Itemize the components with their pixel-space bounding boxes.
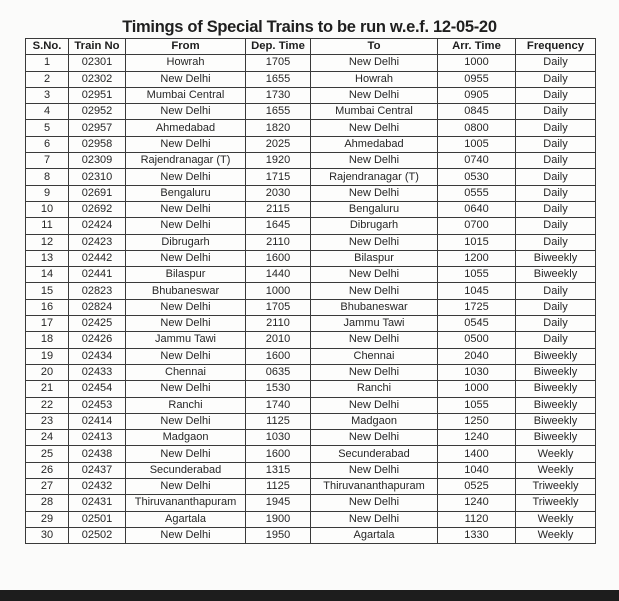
- table-cell: 02426: [69, 332, 126, 348]
- table-cell: 02952: [69, 104, 126, 120]
- table-row: [26, 120, 596, 136]
- table-cell: 02302: [69, 71, 126, 87]
- table-row: [26, 479, 596, 495]
- table-cell: New Delhi: [126, 446, 246, 462]
- table-cell: Howrah: [311, 71, 438, 87]
- table-cell: 22: [26, 397, 69, 413]
- table-cell: Daily: [516, 218, 596, 234]
- table-cell: Madgaon: [311, 413, 438, 429]
- table-cell: 1655: [246, 71, 311, 87]
- table-row: [26, 218, 596, 234]
- table-cell: Ranchi: [126, 397, 246, 413]
- table-row: [26, 430, 596, 446]
- table-cell: 02951: [69, 87, 126, 103]
- table-cell: 1920: [246, 153, 311, 169]
- table-cell: 10: [26, 201, 69, 217]
- table-cell: Daily: [516, 234, 596, 250]
- header-cell-from: From: [126, 39, 246, 55]
- table-cell: 02958: [69, 136, 126, 152]
- table-cell: 1000: [438, 55, 516, 71]
- table-cell: 02432: [69, 479, 126, 495]
- table-cell: Ranchi: [311, 381, 438, 397]
- table-cell: 4: [26, 104, 69, 120]
- table-cell: 1055: [438, 267, 516, 283]
- table-cell: 0740: [438, 153, 516, 169]
- table-cell: New Delhi: [126, 201, 246, 217]
- table-cell: 1655: [246, 104, 311, 120]
- table-cell: 1250: [438, 413, 516, 429]
- table-cell: New Delhi: [311, 234, 438, 250]
- table-cell: 0905: [438, 87, 516, 103]
- table-row: [26, 397, 596, 413]
- table-cell: 1200: [438, 250, 516, 266]
- table-cell: 20: [26, 364, 69, 380]
- table-cell: 02431: [69, 495, 126, 511]
- table-cell: Mumbai Central: [311, 104, 438, 120]
- table-cell: 11: [26, 218, 69, 234]
- table-cell: New Delhi: [311, 120, 438, 136]
- table-cell: Daily: [516, 299, 596, 315]
- table-cell: Biweekly: [516, 250, 596, 266]
- table-cell: Daily: [516, 169, 596, 185]
- table-cell: 5: [26, 120, 69, 136]
- table-cell: Thiruvananthapuram: [126, 495, 246, 511]
- table-cell: 1950: [246, 527, 311, 543]
- table-cell: Bhubaneswar: [311, 299, 438, 315]
- table-cell: Bengaluru: [126, 185, 246, 201]
- table-cell: New Delhi: [126, 348, 246, 364]
- table-cell: 02423: [69, 234, 126, 250]
- table-cell: 1600: [246, 446, 311, 462]
- table-cell: 1730: [246, 87, 311, 103]
- table-cell: 2040: [438, 348, 516, 364]
- table-cell: 13: [26, 250, 69, 266]
- table-cell: Ahmedabad: [126, 120, 246, 136]
- table-cell: 15: [26, 283, 69, 299]
- table-cell: Daily: [516, 71, 596, 87]
- table-cell: 0525: [438, 479, 516, 495]
- table-cell: Bhubaneswar: [126, 283, 246, 299]
- table-cell: 6: [26, 136, 69, 152]
- table-cell: New Delhi: [126, 316, 246, 332]
- table-cell: 1030: [438, 364, 516, 380]
- table-cell: 1705: [246, 55, 311, 71]
- table-cell: 0700: [438, 218, 516, 234]
- table-cell: Daily: [516, 120, 596, 136]
- table-cell: 1240: [438, 430, 516, 446]
- table-cell: 1725: [438, 299, 516, 315]
- table-cell: Daily: [516, 332, 596, 348]
- table-row: [26, 364, 596, 380]
- table-cell: New Delhi: [126, 169, 246, 185]
- table-header-row: [26, 39, 596, 55]
- table-row: [26, 413, 596, 429]
- table-row: [26, 234, 596, 250]
- table-cell: 1030: [246, 430, 311, 446]
- table-cell: Biweekly: [516, 381, 596, 397]
- table-cell: Daily: [516, 136, 596, 152]
- table-cell: Dibrugarh: [126, 234, 246, 250]
- table-cell: 16: [26, 299, 69, 315]
- table-row: [26, 348, 596, 364]
- table-cell: 28: [26, 495, 69, 511]
- table-cell: Rajendranagar (T): [126, 153, 246, 169]
- table-cell: New Delhi: [126, 136, 246, 152]
- header-cell-sno: S.No.: [26, 39, 69, 55]
- table-row: [26, 527, 596, 543]
- table-cell: 3: [26, 87, 69, 103]
- header-cell-train-no: Train No: [69, 39, 126, 55]
- table-cell: 24: [26, 430, 69, 446]
- table-cell: 02453: [69, 397, 126, 413]
- table-cell: New Delhi: [311, 332, 438, 348]
- table-cell: 8: [26, 169, 69, 185]
- table-row: [26, 153, 596, 169]
- table-row: [26, 87, 596, 103]
- table-cell: 2115: [246, 201, 311, 217]
- table-cell: Biweekly: [516, 348, 596, 364]
- table-cell: Daily: [516, 201, 596, 217]
- table-cell: 02957: [69, 120, 126, 136]
- page-title: Timings of Special Trains to be run w.e.f. 12-05-20: [122, 18, 497, 36]
- table-cell: 02823: [69, 283, 126, 299]
- table-cell: Daily: [516, 104, 596, 120]
- table-cell: 21: [26, 381, 69, 397]
- table-cell: New Delhi: [126, 299, 246, 315]
- table-cell: 02501: [69, 511, 126, 527]
- table-cell: New Delhi: [126, 71, 246, 87]
- table-cell: New Delhi: [311, 397, 438, 413]
- table-cell: New Delhi: [126, 381, 246, 397]
- table-row: [26, 316, 596, 332]
- table-row: [26, 283, 596, 299]
- table-cell: 02502: [69, 527, 126, 543]
- table-cell: 1400: [438, 446, 516, 462]
- table-cell: 26: [26, 462, 69, 478]
- table-cell: 2110: [246, 234, 311, 250]
- table-cell: 1120: [438, 511, 516, 527]
- table-row: [26, 55, 596, 71]
- table-cell: 0955: [438, 71, 516, 87]
- table-cell: 1005: [438, 136, 516, 152]
- table-body: [26, 55, 596, 544]
- table-cell: 30: [26, 527, 69, 543]
- table-cell: New Delhi: [126, 413, 246, 429]
- table-cell: Biweekly: [516, 430, 596, 446]
- table-cell: 1055: [438, 397, 516, 413]
- table-cell: Daily: [516, 185, 596, 201]
- table-cell: Daily: [516, 153, 596, 169]
- table-cell: 1125: [246, 479, 311, 495]
- table-row: [26, 136, 596, 152]
- table-cell: 17: [26, 316, 69, 332]
- table-cell: 1705: [246, 299, 311, 315]
- table-cell: 1240: [438, 495, 516, 511]
- table-cell: 02309: [69, 153, 126, 169]
- table-cell: New Delhi: [126, 250, 246, 266]
- table-cell: 1645: [246, 218, 311, 234]
- table-cell: 7: [26, 153, 69, 169]
- table-cell: Dibrugarh: [311, 218, 438, 234]
- table-cell: 02454: [69, 381, 126, 397]
- table-cell: 2025: [246, 136, 311, 152]
- table-cell: Jammu Tawi: [311, 316, 438, 332]
- table-cell: 02824: [69, 299, 126, 315]
- table-cell: Chennai: [311, 348, 438, 364]
- table-cell: 1: [26, 55, 69, 71]
- table-cell: Triweekly: [516, 495, 596, 511]
- table-cell: Agartala: [311, 527, 438, 543]
- table-cell: 0845: [438, 104, 516, 120]
- table-cell: Biweekly: [516, 364, 596, 380]
- table-cell: Daily: [516, 55, 596, 71]
- table-cell: Agartala: [126, 511, 246, 527]
- table-cell: New Delhi: [311, 430, 438, 446]
- table-cell: New Delhi: [126, 218, 246, 234]
- table-cell: 1125: [246, 413, 311, 429]
- table-row: [26, 511, 596, 527]
- table-cell: 1530: [246, 381, 311, 397]
- table-cell: 02437: [69, 462, 126, 478]
- table-row: [26, 267, 596, 283]
- table-cell: 0640: [438, 201, 516, 217]
- table-cell: 0500: [438, 332, 516, 348]
- table-cell: New Delhi: [311, 495, 438, 511]
- table-cell: 0530: [438, 169, 516, 185]
- table-cell: 1000: [438, 381, 516, 397]
- table-cell: Daily: [516, 283, 596, 299]
- table-cell: 12: [26, 234, 69, 250]
- table-cell: Thiruvananthapuram: [311, 479, 438, 495]
- table-cell: 1740: [246, 397, 311, 413]
- table-row: [26, 299, 596, 315]
- table-cell: Bilaspur: [126, 267, 246, 283]
- table-cell: 02424: [69, 218, 126, 234]
- table-cell: 19: [26, 348, 69, 364]
- table-cell: 1045: [438, 283, 516, 299]
- table-cell: 02301: [69, 55, 126, 71]
- table-cell: Weekly: [516, 462, 596, 478]
- table-cell: New Delhi: [311, 283, 438, 299]
- table-cell: 02433: [69, 364, 126, 380]
- table-row: [26, 104, 596, 120]
- table-cell: New Delhi: [311, 364, 438, 380]
- table-cell: Ahmedabad: [311, 136, 438, 152]
- table-cell: 23: [26, 413, 69, 429]
- table-cell: 1900: [246, 511, 311, 527]
- table-cell: Jammu Tawi: [126, 332, 246, 348]
- table-cell: New Delhi: [311, 87, 438, 103]
- table-cell: New Delhi: [311, 267, 438, 283]
- table-cell: Biweekly: [516, 413, 596, 429]
- table-cell: 1600: [246, 250, 311, 266]
- bottom-black-bar: [0, 590, 619, 601]
- table-row: [26, 169, 596, 185]
- table-cell: Weekly: [516, 511, 596, 527]
- table-cell: 1600: [246, 348, 311, 364]
- table-cell: Daily: [516, 316, 596, 332]
- header-cell-frequency: Frequency: [516, 39, 596, 55]
- table-cell: Madgaon: [126, 430, 246, 446]
- table-cell: 2: [26, 71, 69, 87]
- table-cell: 2110: [246, 316, 311, 332]
- table-cell: Weekly: [516, 446, 596, 462]
- table-cell: 25: [26, 446, 69, 462]
- table-cell: 0635: [246, 364, 311, 380]
- table-cell: 1000: [246, 283, 311, 299]
- table-cell: New Delhi: [311, 153, 438, 169]
- table-cell: 1820: [246, 120, 311, 136]
- table-cell: Weekly: [516, 527, 596, 543]
- table-cell: 2030: [246, 185, 311, 201]
- table-cell: 02413: [69, 430, 126, 446]
- table-cell: 02442: [69, 250, 126, 266]
- table-cell: 02692: [69, 201, 126, 217]
- table-cell: 02414: [69, 413, 126, 429]
- table-cell: 27: [26, 479, 69, 495]
- table-cell: Rajendranagar (T): [311, 169, 438, 185]
- table-cell: Bilaspur: [311, 250, 438, 266]
- table-cell: New Delhi: [311, 55, 438, 71]
- table-cell: 02425: [69, 316, 126, 332]
- table-cell: New Delhi: [311, 185, 438, 201]
- table-cell: New Delhi: [311, 511, 438, 527]
- table-cell: Chennai: [126, 364, 246, 380]
- table-cell: 0555: [438, 185, 516, 201]
- table-cell: New Delhi: [311, 462, 438, 478]
- special-trains-table: [25, 38, 596, 544]
- table-cell: 02438: [69, 446, 126, 462]
- table-cell: 1330: [438, 527, 516, 543]
- table-cell: 1715: [246, 169, 311, 185]
- table-cell: Howrah: [126, 55, 246, 71]
- table-cell: 14: [26, 267, 69, 283]
- table-cell: New Delhi: [126, 479, 246, 495]
- header-cell-to: To: [311, 39, 438, 55]
- table-cell: 1440: [246, 267, 311, 283]
- table-row: [26, 71, 596, 87]
- table-cell: 2010: [246, 332, 311, 348]
- table-cell: 1945: [246, 495, 311, 511]
- table-cell: Mumbai Central: [126, 87, 246, 103]
- table-cell: Bengaluru: [311, 201, 438, 217]
- table-cell: New Delhi: [126, 527, 246, 543]
- table-cell: 1315: [246, 462, 311, 478]
- table-cell: Secunderabad: [311, 446, 438, 462]
- table-cell: 0545: [438, 316, 516, 332]
- table-cell: 02691: [69, 185, 126, 201]
- table-row: [26, 332, 596, 348]
- header-cell-arr-time: Arr. Time: [438, 39, 516, 55]
- header-cell-dep-time: Dep. Time: [246, 39, 311, 55]
- table-cell: New Delhi: [126, 104, 246, 120]
- table-cell: 1015: [438, 234, 516, 250]
- table-cell: Biweekly: [516, 267, 596, 283]
- table-row: [26, 446, 596, 462]
- table-cell: 29: [26, 511, 69, 527]
- table-cell: 1040: [438, 462, 516, 478]
- table-row: [26, 381, 596, 397]
- table-row: [26, 250, 596, 266]
- table-cell: 02441: [69, 267, 126, 283]
- table-cell: 0800: [438, 120, 516, 136]
- table-cell: Secunderabad: [126, 462, 246, 478]
- table-row: [26, 185, 596, 201]
- table-cell: 02310: [69, 169, 126, 185]
- table-row: [26, 201, 596, 217]
- table-row: [26, 495, 596, 511]
- table-cell: Triweekly: [516, 479, 596, 495]
- table-cell: 02434: [69, 348, 126, 364]
- table-row: [26, 462, 596, 478]
- table-cell: 9: [26, 185, 69, 201]
- table-cell: Daily: [516, 87, 596, 103]
- table-cell: 18: [26, 332, 69, 348]
- table-cell: Biweekly: [516, 397, 596, 413]
